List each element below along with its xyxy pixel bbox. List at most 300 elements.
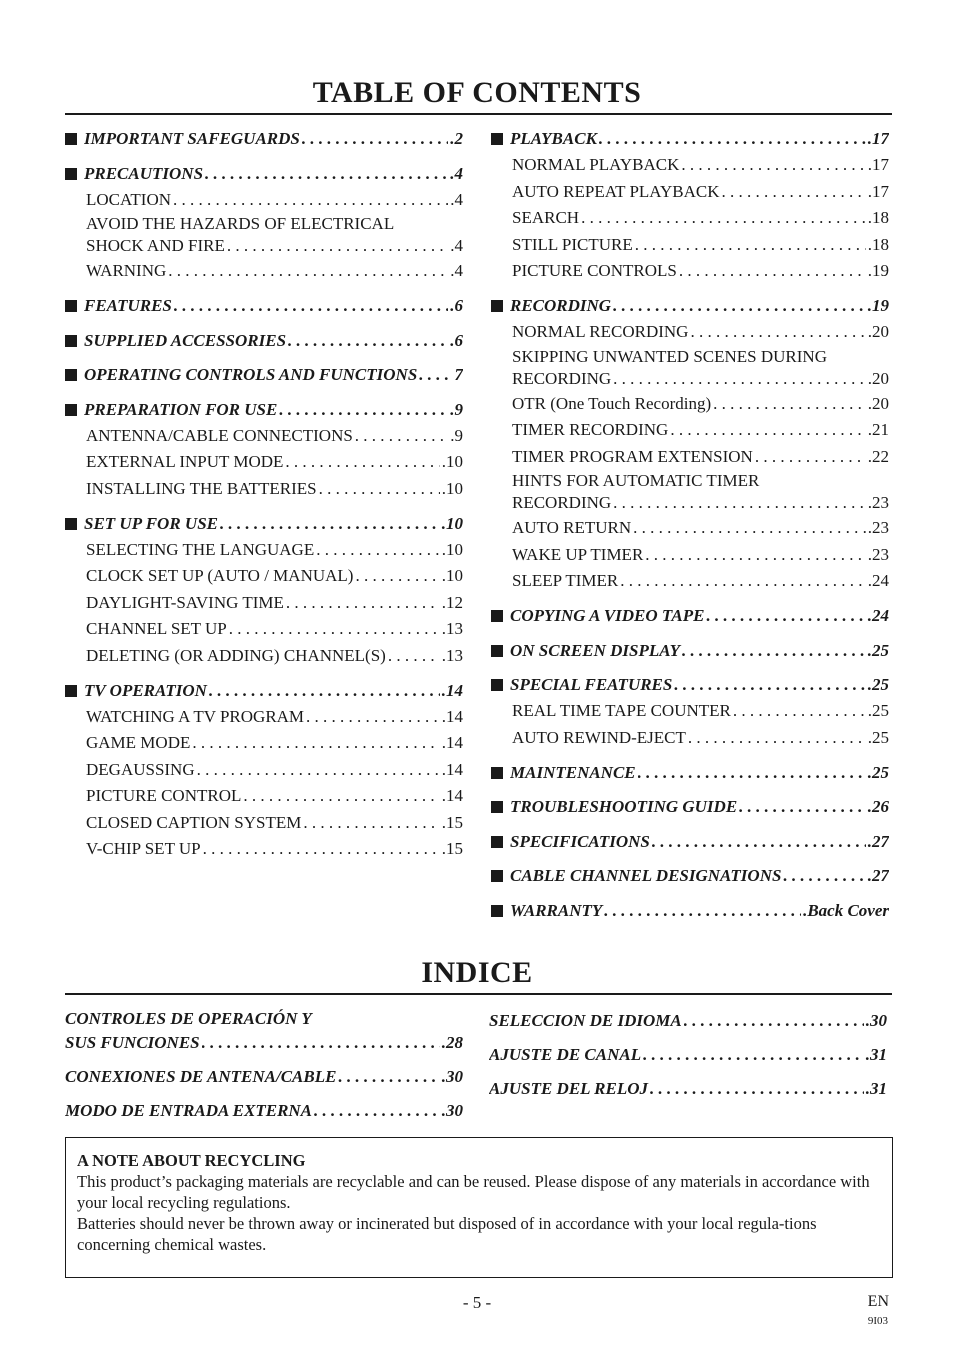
entry-page-number: .14 xyxy=(441,680,463,700)
dot-leader xyxy=(303,810,439,837)
toc-section xyxy=(491,126,889,285)
toc-subentry[interactable] xyxy=(65,810,463,837)
toc-entry-row xyxy=(86,704,463,731)
toc-entry-row xyxy=(510,293,889,319)
dot-leader xyxy=(690,319,865,346)
toc-entry-row xyxy=(86,643,463,670)
entry-page-number: .19 xyxy=(867,261,889,280)
entry-page-number: .31 xyxy=(865,1079,887,1098)
toc-entry-row xyxy=(84,328,463,354)
toc-entry-row xyxy=(512,391,889,418)
entry-label: CONEXIONES DE ANTENA/CABLE xyxy=(65,1067,337,1086)
toc-section-heading[interactable] xyxy=(65,397,463,423)
toc-subentry[interactable] xyxy=(65,187,463,214)
indice-entry[interactable] xyxy=(489,1008,887,1034)
toc-subentry[interactable] xyxy=(491,568,889,595)
dot-leader xyxy=(319,476,440,503)
square-bullet-icon xyxy=(65,518,77,530)
dot-leader xyxy=(174,293,448,319)
toc-subentry[interactable] xyxy=(65,730,463,757)
entry-label: SELECCION DE IDIOMA xyxy=(489,1011,682,1030)
dot-leader xyxy=(227,235,448,257)
dot-leader xyxy=(419,362,452,388)
entry-page-number: .14 xyxy=(441,733,463,752)
toc-subentry[interactable] xyxy=(65,704,463,731)
dot-leader xyxy=(613,492,866,514)
toc-subentry[interactable] xyxy=(65,783,463,810)
page-number: - 5 - xyxy=(462,1293,492,1312)
document-code: 9I03 xyxy=(867,1315,888,1327)
entry-label: NORMAL PLAYBACK xyxy=(512,155,680,174)
toc-subentry[interactable] xyxy=(491,232,889,259)
entry-label: PICTURE CONTROL xyxy=(86,786,242,805)
language-code: EN xyxy=(867,1293,889,1310)
indice-entry[interactable] xyxy=(489,1042,887,1068)
entry-page-number: .17 xyxy=(867,181,889,201)
entry-label: SLEEP TIMER xyxy=(512,571,619,590)
dot-leader xyxy=(681,152,865,179)
toc-subentry[interactable] xyxy=(491,470,889,515)
dot-leader xyxy=(220,511,440,537)
recycling-note-paragraph: This product’s packaging materials are recyclable and can be reused. Please dispose of any materials in accordance with your local recycling regulations. xyxy=(77,1172,870,1212)
toc-section-heading[interactable] xyxy=(65,293,463,319)
entry-page-number: .24 xyxy=(867,571,889,590)
entry-label: TROUBLESHOOTING GUIDE xyxy=(510,797,738,816)
entry-label: OTR (One Touch Recording) xyxy=(512,393,712,413)
entry-page-number: .2 xyxy=(450,129,463,148)
entry-label: CABLE CHANNEL DESIGNATIONS xyxy=(510,866,782,885)
entry-label: MAINTENANCE xyxy=(510,762,636,782)
toc-section xyxy=(491,603,889,629)
toc-section-heading[interactable] xyxy=(65,678,463,704)
toc-entry-row xyxy=(86,783,463,810)
toc-entry-row xyxy=(86,449,463,476)
entry-label: TIMER PROGRAM EXTENSION xyxy=(512,446,753,466)
entry-page-number: .6 xyxy=(450,296,463,315)
title-divider xyxy=(65,113,892,115)
dot-leader xyxy=(355,423,448,450)
entry-label: SELECTING THE LANGUAGE xyxy=(86,539,315,559)
square-bullet-icon xyxy=(491,300,503,312)
toc-subentry[interactable] xyxy=(65,423,463,450)
toc-entry-row xyxy=(512,368,889,390)
entry-label: RECORDING xyxy=(510,296,612,315)
dot-leader xyxy=(645,542,865,569)
entry-label: CLOSED CAPTION SYSTEM xyxy=(86,812,302,832)
toc-section-heading[interactable] xyxy=(65,161,463,187)
toc-subentry[interactable] xyxy=(65,757,463,784)
entry-label-line: AVOID THE HAZARDS OF ELECTRICAL xyxy=(86,214,395,233)
entry-page-number: .23 xyxy=(867,518,889,537)
entry-page-number: .17 xyxy=(867,155,889,174)
toc-section xyxy=(65,126,463,152)
dot-leader xyxy=(643,1042,864,1068)
entry-label: GAME MODE xyxy=(86,733,191,752)
toc-subentry[interactable] xyxy=(491,258,889,285)
dot-leader xyxy=(314,1098,440,1124)
toc-entry-row xyxy=(512,179,889,206)
toc-subentry[interactable] xyxy=(491,725,889,752)
toc-entry-row xyxy=(489,1076,887,1102)
toc-section xyxy=(491,794,889,820)
toc-section-heading[interactable] xyxy=(65,126,463,152)
indice-right-column xyxy=(489,1008,887,1102)
toc-section xyxy=(65,678,463,863)
entry-page-number: .30 xyxy=(441,1067,463,1086)
entry-page-number: .10 xyxy=(441,452,463,471)
dot-leader xyxy=(203,836,440,863)
toc-entry-row xyxy=(84,161,463,187)
entry-label: V-CHIP SET UP xyxy=(86,839,201,858)
dot-leader xyxy=(599,126,866,152)
indice-entry[interactable] xyxy=(65,1008,463,1056)
toc-subentry[interactable] xyxy=(65,537,463,564)
indice-entry[interactable] xyxy=(65,1064,463,1090)
entry-page-number: .10 xyxy=(441,566,463,585)
toc-entry-row xyxy=(65,1098,463,1124)
indice-divider xyxy=(65,993,892,995)
toc-subentry[interactable] xyxy=(65,449,463,476)
indice-title: INDICE xyxy=(421,956,533,989)
toc-subentry[interactable] xyxy=(491,179,889,206)
toc-entry-row xyxy=(489,1008,887,1034)
toc-subentry[interactable] xyxy=(491,391,889,418)
toc-entry-row xyxy=(512,725,889,752)
dot-leader xyxy=(173,187,448,214)
entry-page-number: .13 xyxy=(441,619,463,638)
toc-section xyxy=(65,161,463,285)
entry-page-number: .13 xyxy=(441,645,463,665)
toc-entry-row xyxy=(86,836,463,863)
dot-leader xyxy=(684,1008,864,1034)
toc-entry-row xyxy=(510,760,889,786)
entry-page-number: .25 xyxy=(867,727,889,747)
entry-label: AJUSTE DE CANAL xyxy=(489,1045,642,1064)
entry-label: OPERATING CONTROLS AND FUNCTIONS xyxy=(84,365,418,384)
indice-entry[interactable] xyxy=(65,1098,463,1124)
entry-label: LOCATION xyxy=(86,189,171,209)
entry-label: STILL PICTURE xyxy=(512,234,633,254)
dot-leader xyxy=(670,417,865,444)
entry-page-number: .14 xyxy=(441,759,463,779)
entry-page-number: .31 xyxy=(865,1045,887,1064)
entry-page-number: .25 xyxy=(867,640,889,660)
entry-label: TV OPERATION xyxy=(84,680,207,700)
dot-leader xyxy=(682,638,866,664)
entry-page-number: .24 xyxy=(867,606,889,625)
entry-page-number: .15 xyxy=(441,839,463,858)
toc-entry-row xyxy=(86,616,463,643)
toc-subentry[interactable] xyxy=(65,590,463,617)
entry-label: IMPORTANT SAFEGUARDS xyxy=(84,129,300,148)
toc-entry-row xyxy=(84,293,463,319)
square-bullet-icon xyxy=(491,133,503,145)
dot-leader xyxy=(197,757,440,784)
square-bullet-icon xyxy=(65,168,77,180)
square-bullet-icon xyxy=(65,685,77,697)
entry-page-number: .17 xyxy=(867,129,889,148)
entry-label: WAKE UP TIMER xyxy=(512,544,644,564)
square-bullet-icon xyxy=(65,133,77,145)
dot-leader xyxy=(279,397,448,423)
toc-section-heading[interactable] xyxy=(491,863,889,889)
toc-entry-row xyxy=(512,417,889,444)
toc-section xyxy=(491,672,889,751)
toc-entry-row xyxy=(510,126,889,152)
entry-page-number: .23 xyxy=(867,493,889,512)
entry-page-number: .22 xyxy=(867,446,889,466)
entry-label: PLAYBACK xyxy=(510,129,597,148)
toc-entry-row xyxy=(512,232,889,259)
toc-entry-row xyxy=(512,444,889,471)
dot-leader xyxy=(638,760,866,786)
entry-label: AUTO REWIND-EJECT xyxy=(512,727,686,747)
entry-label: TIMER RECORDING xyxy=(512,420,669,439)
toc-entry-row xyxy=(84,397,463,423)
dot-leader xyxy=(168,258,448,285)
entry-label: PREPARATION FOR USE xyxy=(84,399,278,419)
entry-label: WARNING xyxy=(86,261,167,280)
square-bullet-icon xyxy=(491,610,503,622)
square-bullet-icon xyxy=(491,836,503,848)
toc-entry-row xyxy=(510,829,889,855)
dot-leader xyxy=(355,563,439,590)
dot-leader xyxy=(713,391,866,418)
toc-section-heading[interactable] xyxy=(491,126,889,152)
entry-label: WARRANTY xyxy=(510,900,603,920)
toc-entry-row xyxy=(65,1064,463,1090)
square-bullet-icon xyxy=(491,645,503,657)
dot-leader xyxy=(285,449,439,476)
dot-leader xyxy=(302,126,448,152)
entry-page-number: .23 xyxy=(867,544,889,564)
toc-section-heading[interactable] xyxy=(491,672,889,698)
entry-page-number: .15 xyxy=(441,812,463,832)
dot-leader xyxy=(706,603,865,629)
toc-subentry[interactable] xyxy=(65,643,463,670)
entry-page-number: .26 xyxy=(867,797,889,816)
toc-subentry[interactable] xyxy=(65,213,463,258)
recycling-note-paragraph: Batteries should never be thrown away or incinerated but disposed of in accordance with your local regula-tions concerning chemical wastes. xyxy=(77,1214,817,1254)
dot-leader xyxy=(581,205,866,232)
entry-label: CHANNEL SET UP xyxy=(86,619,227,638)
entry-page-number: .19 xyxy=(867,296,889,315)
toc-entry-row xyxy=(84,126,463,152)
toc-section xyxy=(65,293,463,319)
entry-page-number: .10 xyxy=(441,513,463,533)
entry-page-number: 7 xyxy=(454,365,463,384)
toc-section xyxy=(491,293,889,595)
toc-entry-row xyxy=(510,672,889,698)
entry-page-number: .20 xyxy=(867,368,889,388)
entry-page-number: .9 xyxy=(450,425,463,445)
toc-entry-row xyxy=(489,1042,887,1068)
entry-page-number: .4 xyxy=(450,261,463,280)
dot-leader xyxy=(604,898,801,924)
toc-section-heading[interactable] xyxy=(65,328,463,354)
toc-entry-row xyxy=(510,794,889,820)
toc-subentry[interactable] xyxy=(65,563,463,590)
entry-label: PICTURE CONTROLS xyxy=(512,261,677,280)
toc-entry-row xyxy=(86,235,463,257)
toc-section-heading[interactable] xyxy=(491,603,889,629)
entry-label: PRECAUTIONS xyxy=(84,163,204,183)
toc-section xyxy=(65,328,463,354)
entry-page-number: .12 xyxy=(441,592,463,612)
toc-left-column xyxy=(65,126,463,863)
dot-leader xyxy=(192,730,439,757)
toc-section xyxy=(491,760,889,786)
entry-label: AJUSTE DEL RELOJ xyxy=(489,1079,649,1098)
toc-section-heading[interactable] xyxy=(491,898,889,924)
entry-page-number: .21 xyxy=(867,420,889,439)
dot-leader xyxy=(688,725,866,752)
toc-right-column xyxy=(491,126,889,924)
entry-label: DELETING (OR ADDING) CHANNEL(S) xyxy=(86,645,386,665)
entry-page-number: .18 xyxy=(867,208,889,227)
dot-leader xyxy=(613,293,866,319)
dot-leader xyxy=(229,616,440,643)
entry-page-number: .14 xyxy=(441,706,463,726)
indice-entry[interactable] xyxy=(489,1076,887,1102)
toc-subentry[interactable] xyxy=(65,616,463,643)
toc-subentry[interactable] xyxy=(491,319,889,346)
toc-subentry[interactable] xyxy=(491,346,889,391)
entry-label: RECORDING xyxy=(512,493,612,512)
toc-entry-row xyxy=(510,603,889,629)
toc-entry-row xyxy=(510,898,889,924)
dot-leader xyxy=(652,829,866,855)
square-bullet-icon xyxy=(491,905,503,917)
dot-leader xyxy=(739,794,866,820)
toc-subentry[interactable] xyxy=(65,836,463,863)
toc-section-heading[interactable] xyxy=(65,511,463,537)
dot-leader xyxy=(722,179,866,206)
entry-page-number: .4 xyxy=(450,236,463,255)
entry-label-line: SKIPPING UNWANTED SCENES DURING xyxy=(512,346,827,366)
toc-subentry[interactable] xyxy=(491,515,889,542)
toc-entry-row xyxy=(512,515,889,542)
entry-label: MODO DE ENTRADA EXTERNA xyxy=(65,1101,313,1120)
entry-page-number: .20 xyxy=(867,322,889,341)
toc-section xyxy=(491,863,889,889)
toc-subentry[interactable] xyxy=(65,258,463,285)
entry-label: EXTERNAL INPUT MODE xyxy=(86,452,284,471)
entry-page-number: .30 xyxy=(441,1101,463,1120)
dot-leader xyxy=(679,258,866,285)
page-title: TABLE OF CONTENTS xyxy=(312,76,642,109)
square-bullet-icon xyxy=(491,870,503,882)
entry-label: SET UP FOR USE xyxy=(84,513,218,533)
toc-entry-row xyxy=(86,423,463,450)
dot-leader xyxy=(613,368,866,390)
toc-entry-row xyxy=(86,563,463,590)
toc-section-heading[interactable] xyxy=(491,293,889,319)
dot-leader xyxy=(243,783,439,810)
dot-leader xyxy=(783,863,865,889)
toc-section-heading[interactable] xyxy=(491,638,889,664)
toc-entry-row xyxy=(84,362,463,388)
entry-page-number: .27 xyxy=(867,831,889,851)
dot-leader xyxy=(620,568,865,595)
dot-leader xyxy=(388,643,440,670)
toc-subentry[interactable] xyxy=(491,417,889,444)
entry-page-number: .9 xyxy=(450,399,463,419)
entry-page-number: .18 xyxy=(867,234,889,254)
dot-leader xyxy=(650,1076,864,1102)
square-bullet-icon xyxy=(65,300,77,312)
toc-entry-row xyxy=(512,319,889,346)
toc-entry-row xyxy=(65,1030,463,1056)
toc-section-heading[interactable] xyxy=(491,794,889,820)
entry-page-number: .20 xyxy=(867,393,889,413)
square-bullet-icon xyxy=(491,801,503,813)
toc-section xyxy=(491,638,889,664)
entry-page-number: .10 xyxy=(441,478,463,498)
toc-entry-row xyxy=(86,258,463,285)
toc-entry-row xyxy=(512,205,889,232)
toc-entry-row xyxy=(512,492,889,514)
entry-page-number: .28 xyxy=(441,1033,463,1052)
toc-subentry[interactable] xyxy=(491,205,889,232)
dot-leader xyxy=(755,444,866,471)
recycling-note xyxy=(65,1137,893,1278)
entry-label-line: CONTROLES DE OPERACIÓN Y xyxy=(65,1009,312,1028)
square-bullet-icon xyxy=(65,335,77,347)
dot-leader xyxy=(286,590,440,617)
toc-subentry[interactable] xyxy=(491,698,889,725)
toc-entry-row xyxy=(84,678,463,704)
toc-subentry[interactable] xyxy=(491,542,889,569)
entry-page-number: .4 xyxy=(450,189,463,209)
toc-entry-row xyxy=(86,537,463,564)
toc-entry-row xyxy=(512,568,889,595)
toc-entry-row xyxy=(510,638,889,664)
entry-label: SPECIFICATIONS xyxy=(510,831,650,851)
entry-page-number: .30 xyxy=(865,1011,887,1030)
entry-label: ANTENNA/CABLE CONNECTIONS xyxy=(86,425,353,445)
entry-label: NORMAL RECORDING xyxy=(512,322,689,341)
entry-label: DAYLIGHT-SAVING TIME xyxy=(86,592,284,612)
entry-page-number: .25 xyxy=(867,675,889,694)
entry-page-number: .4 xyxy=(450,163,463,183)
toc-entry-row xyxy=(86,757,463,784)
dot-leader xyxy=(316,537,440,564)
entry-label: SEARCH xyxy=(512,208,580,227)
toc-section xyxy=(65,511,463,670)
toc-section-heading[interactable] xyxy=(65,362,463,388)
toc-subentry[interactable] xyxy=(65,476,463,503)
toc-subentry[interactable] xyxy=(491,444,889,471)
entry-label: AUTO RETURN xyxy=(512,518,632,537)
toc-entry-row xyxy=(510,863,889,889)
toc-entry-row xyxy=(86,590,463,617)
entry-label: DEGAUSSING xyxy=(86,759,195,779)
toc-subentry[interactable] xyxy=(491,152,889,179)
entry-label: WATCHING A TV PROGRAM xyxy=(86,706,305,726)
toc-section xyxy=(491,898,889,924)
dot-leader xyxy=(205,161,448,187)
entry-label: AUTO REPEAT PLAYBACK xyxy=(512,181,720,201)
toc-section-heading[interactable] xyxy=(491,760,889,786)
toc-entry-row xyxy=(86,187,463,214)
toc-section-heading[interactable] xyxy=(491,829,889,855)
entry-label: RECORDING xyxy=(512,368,612,388)
toc-entry-row xyxy=(512,698,889,725)
toc-section xyxy=(491,829,889,855)
indice-left-column xyxy=(65,1008,463,1124)
toc-entry-row xyxy=(512,152,889,179)
